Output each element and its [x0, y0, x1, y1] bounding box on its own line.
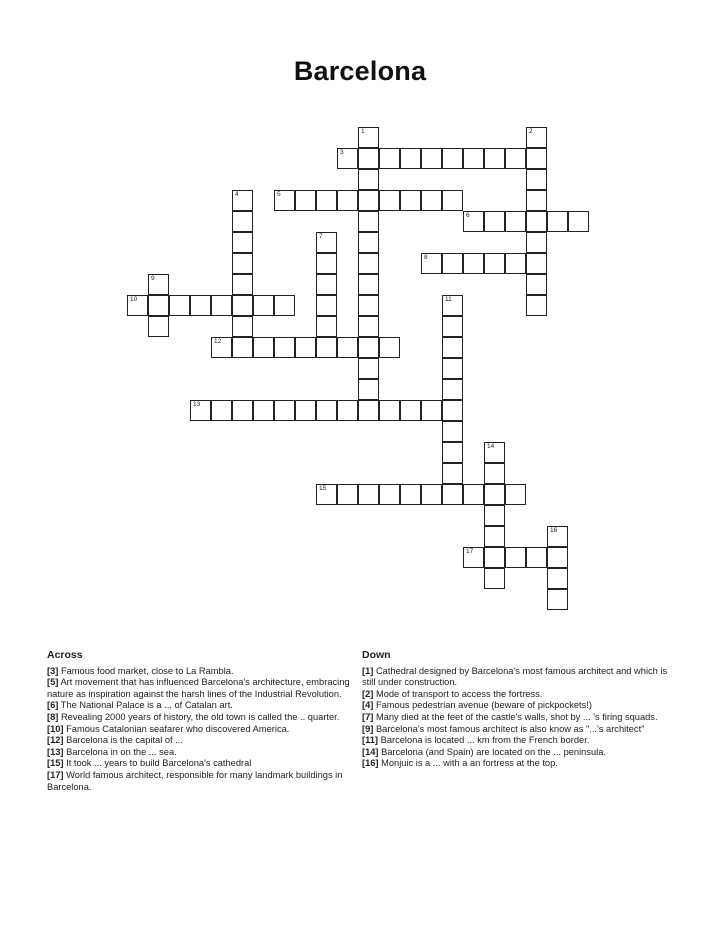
down-clue — [362, 666, 674, 689]
clue-number-label: [11] — [362, 735, 379, 746]
grid-cell[interactable] — [547, 526, 568, 547]
page-title: Barcelona — [293, 56, 427, 86]
clue-text: Revealing 2000 years of history, the old town is called the .. quarter. — [58, 711, 340, 722]
grid-cell[interactable] — [526, 148, 547, 169]
across-clue — [47, 712, 357, 724]
grid-cell[interactable] — [379, 190, 400, 211]
clue-number-label: [7] — [362, 711, 374, 722]
grid-cell[interactable] — [148, 274, 169, 295]
grid-cell[interactable] — [400, 484, 421, 505]
grid-cell[interactable] — [463, 484, 484, 505]
grid-cell[interactable] — [358, 148, 379, 169]
grid-cell[interactable] — [379, 484, 400, 505]
grid-cell[interactable] — [358, 484, 379, 505]
grid-cell[interactable] — [316, 484, 337, 505]
clue-text: The National Palace is a ... of Catalan art. — [58, 700, 233, 711]
grid-cell[interactable] — [526, 190, 547, 211]
clue-text: Famous food market, close to La Rambla. — [58, 665, 234, 676]
clue-number: 4 — [235, 191, 239, 198]
grid-cell[interactable] — [484, 211, 505, 232]
clue-number-label: [3] — [47, 665, 59, 676]
grid-cell[interactable] — [547, 589, 568, 610]
down-heading: Down — [362, 649, 391, 661]
grid-cell[interactable] — [358, 379, 379, 400]
down-clues — [362, 650, 674, 770]
grid-cell[interactable] — [316, 232, 337, 253]
grid-cell[interactable] — [337, 190, 358, 211]
clue-number: 17 — [466, 548, 474, 555]
grid-cell[interactable] — [526, 547, 547, 568]
clue-text: Barcelona in on the ... sea. — [63, 746, 177, 757]
clue-number: 10 — [130, 296, 138, 303]
clue-text: Famous Catalonian seafarer who discovered America. — [63, 723, 290, 734]
across-clue — [47, 666, 357, 678]
grid-cell[interactable] — [358, 127, 379, 148]
clue-text: Barcelona is the capital of ... — [63, 735, 183, 746]
grid-cell[interactable] — [463, 547, 484, 568]
clue-number-label: [12] — [47, 735, 64, 746]
grid-cell[interactable] — [379, 148, 400, 169]
grid-cell[interactable] — [484, 442, 505, 463]
clue-number: 9 — [151, 275, 155, 282]
grid-cell[interactable] — [505, 547, 526, 568]
grid-cell[interactable] — [232, 253, 253, 274]
down-clue — [362, 747, 674, 759]
grid-cell[interactable] — [295, 337, 316, 358]
clue-number: 15 — [319, 485, 327, 492]
clue-text: World famous architect, responsible for many landmark buildings in Barcelona. — [47, 769, 343, 792]
grid-cell[interactable] — [442, 442, 463, 463]
grid-cell[interactable] — [232, 190, 253, 211]
clue-number: 7 — [319, 233, 323, 240]
grid-cell[interactable] — [484, 484, 505, 505]
grid-cell[interactable] — [316, 337, 337, 358]
grid-cell[interactable] — [232, 295, 253, 316]
grid-cell[interactable] — [442, 316, 463, 337]
grid-cell[interactable] — [547, 211, 568, 232]
grid-cell[interactable] — [232, 316, 253, 337]
across-heading: Across — [47, 649, 83, 661]
grid-cell[interactable] — [484, 148, 505, 169]
across-clue-list — [47, 666, 357, 794]
clue-number-label: [10] — [47, 723, 64, 734]
down-clue — [362, 700, 674, 712]
clue-text: Mode of transport to access the fortress. — [373, 688, 543, 699]
grid-cell[interactable] — [358, 316, 379, 337]
clue-number: 8 — [424, 254, 428, 261]
clue-number-label: [9] — [362, 723, 374, 734]
grid-cell[interactable] — [274, 190, 295, 211]
clue-number: 6 — [466, 212, 470, 219]
grid-cell[interactable] — [442, 295, 463, 316]
grid-cell[interactable] — [379, 337, 400, 358]
grid-cell[interactable] — [400, 400, 421, 421]
across-clue — [47, 747, 357, 759]
grid-cell[interactable] — [547, 568, 568, 589]
grid-cell[interactable] — [463, 211, 484, 232]
grid-cell[interactable] — [484, 505, 505, 526]
grid-cell[interactable] — [274, 400, 295, 421]
clue-number: 16 — [550, 527, 558, 534]
grid-cell[interactable] — [337, 337, 358, 358]
clue-number-label: [14] — [362, 746, 379, 757]
clue-text: Monjuic is a ... with a an fortress at the top. — [378, 758, 558, 769]
grid-cell[interactable] — [442, 421, 463, 442]
grid-cell[interactable] — [211, 400, 232, 421]
clue-number-label: [5] — [47, 677, 59, 688]
grid-cell[interactable] — [442, 484, 463, 505]
grid-cell[interactable] — [484, 526, 505, 547]
grid-cell[interactable] — [337, 400, 358, 421]
grid-cell[interactable] — [358, 337, 379, 358]
clue-text: Barcelona's most famous architect is also know as "...'s architect" — [373, 723, 645, 734]
clue-number: 1 — [361, 128, 365, 135]
across-clue — [47, 700, 357, 712]
grid-cell[interactable] — [463, 253, 484, 274]
grid-cell[interactable] — [505, 148, 526, 169]
grid-cell[interactable] — [484, 253, 505, 274]
grid-cell[interactable] — [316, 190, 337, 211]
grid-cell[interactable] — [400, 190, 421, 211]
clue-number-label: [16] — [362, 758, 379, 769]
grid-cell[interactable] — [358, 358, 379, 379]
clue-text: Art movement that has influenced Barcelona's architecture, embracing nature as inspiration against the harsh lines of the Industrial Revolution. — [47, 677, 350, 699]
grid-cell[interactable] — [547, 547, 568, 568]
grid-cell[interactable] — [442, 337, 463, 358]
clue-number: 5 — [277, 191, 281, 198]
grid-cell[interactable] — [316, 400, 337, 421]
across-clue — [47, 735, 357, 747]
grid-cell[interactable] — [463, 148, 484, 169]
clue-number-label: [13] — [47, 746, 64, 757]
grid-cell[interactable] — [358, 169, 379, 190]
clue-text: Barcelona is located ... km from the French border. — [378, 735, 590, 746]
grid-cell[interactable] — [568, 211, 589, 232]
grid-cell[interactable] — [526, 169, 547, 190]
across-clue — [47, 724, 357, 736]
grid-cell[interactable] — [442, 253, 463, 274]
clue-number-label: [6] — [47, 700, 59, 711]
clue-number-label: [4] — [362, 700, 374, 711]
clue-number-label: [17] — [47, 769, 64, 780]
grid-cell[interactable] — [316, 316, 337, 337]
clue-text: Famous pedestrian avenue (beware of pickpockets!) — [373, 700, 592, 711]
grid-cell[interactable] — [148, 316, 169, 337]
grid-cell[interactable] — [484, 568, 505, 589]
grid-cell[interactable] — [274, 295, 295, 316]
grid-cell[interactable] — [358, 295, 379, 316]
grid-cell[interactable] — [232, 337, 253, 358]
grid-cell[interactable] — [526, 127, 547, 148]
down-clue — [362, 758, 674, 770]
grid-cell[interactable] — [526, 295, 547, 316]
grid-cell[interactable] — [211, 337, 232, 358]
clue-number-label: [1] — [362, 665, 374, 676]
grid-cell[interactable] — [190, 295, 211, 316]
down-clue-list — [362, 666, 674, 770]
grid-cell[interactable] — [379, 400, 400, 421]
grid-cell[interactable] — [526, 211, 547, 232]
grid-cell[interactable] — [442, 148, 463, 169]
grid-cell[interactable] — [421, 253, 442, 274]
grid-cell[interactable] — [316, 295, 337, 316]
clue-text: Cathedral designed by Barcelona's most famous architect and which is still under construction. — [362, 665, 668, 688]
clue-number: 14 — [487, 443, 495, 450]
grid-cell[interactable] — [358, 190, 379, 211]
across-clue — [47, 677, 357, 700]
grid-cell[interactable] — [295, 190, 316, 211]
grid-cell[interactable] — [358, 400, 379, 421]
grid-cell[interactable] — [337, 484, 358, 505]
grid-cell[interactable] — [358, 232, 379, 253]
grid-cell[interactable] — [442, 190, 463, 211]
down-clue — [362, 689, 674, 701]
grid-cell[interactable] — [526, 274, 547, 295]
grid-cell[interactable] — [442, 379, 463, 400]
grid-cell[interactable] — [274, 337, 295, 358]
grid-cell[interactable] — [148, 295, 169, 316]
grid-cell[interactable] — [421, 400, 442, 421]
grid-cell[interactable] — [442, 463, 463, 484]
clue-number-label: [15] — [47, 758, 64, 769]
grid-cell[interactable] — [484, 463, 505, 484]
grid-cell[interactable] — [421, 148, 442, 169]
grid-cell[interactable] — [253, 400, 274, 421]
grid-cell[interactable] — [232, 400, 253, 421]
down-clue — [362, 712, 674, 724]
grid-cell[interactable] — [211, 295, 232, 316]
grid-cell[interactable] — [232, 274, 253, 295]
grid-cell[interactable] — [190, 400, 211, 421]
grid-cell[interactable] — [358, 274, 379, 295]
clue-text: It took ... years to build Barcelona's cathedral — [63, 758, 252, 769]
clue-number: 3 — [340, 149, 344, 156]
grid-cell[interactable] — [421, 190, 442, 211]
grid-cell[interactable] — [400, 148, 421, 169]
clue-number: 13 — [193, 401, 201, 408]
grid-cell[interactable] — [358, 253, 379, 274]
grid-cell[interactable] — [232, 232, 253, 253]
grid-cell[interactable] — [358, 211, 379, 232]
down-clue — [362, 724, 674, 736]
grid-cell[interactable] — [316, 274, 337, 295]
grid-cell[interactable] — [232, 211, 253, 232]
grid-cell[interactable] — [484, 547, 505, 568]
grid-cell[interactable] — [526, 232, 547, 253]
grid-cell[interactable] — [526, 253, 547, 274]
grid-cell[interactable] — [253, 295, 274, 316]
grid-cell[interactable] — [316, 253, 337, 274]
clue-number-label: [2] — [362, 688, 374, 699]
grid-cell[interactable] — [442, 358, 463, 379]
grid-cell[interactable] — [295, 400, 316, 421]
across-clues — [47, 650, 357, 793]
clue-text: Many died at the feet of the castle's walls, shot by ... 's firing squads. — [373, 711, 658, 722]
grid-cell[interactable] — [253, 337, 274, 358]
grid-cell[interactable] — [127, 295, 148, 316]
across-clue — [47, 770, 357, 793]
across-clue — [47, 758, 357, 770]
down-clue — [362, 735, 674, 747]
clue-number: 12 — [214, 338, 222, 345]
grid-cell[interactable] — [505, 484, 526, 505]
grid-cell[interactable] — [169, 295, 190, 316]
grid-cell[interactable] — [442, 400, 463, 421]
grid-cell[interactable] — [505, 253, 526, 274]
grid-cell[interactable] — [421, 484, 442, 505]
grid-cell[interactable] — [505, 211, 526, 232]
clue-number-label: [8] — [47, 711, 59, 722]
clue-number: 2 — [529, 128, 533, 135]
clue-text: Barcelona (and Spain) are located on the ... peninsula. — [378, 746, 606, 757]
clue-number: 11 — [445, 296, 452, 303]
grid-cell[interactable] — [337, 148, 358, 169]
